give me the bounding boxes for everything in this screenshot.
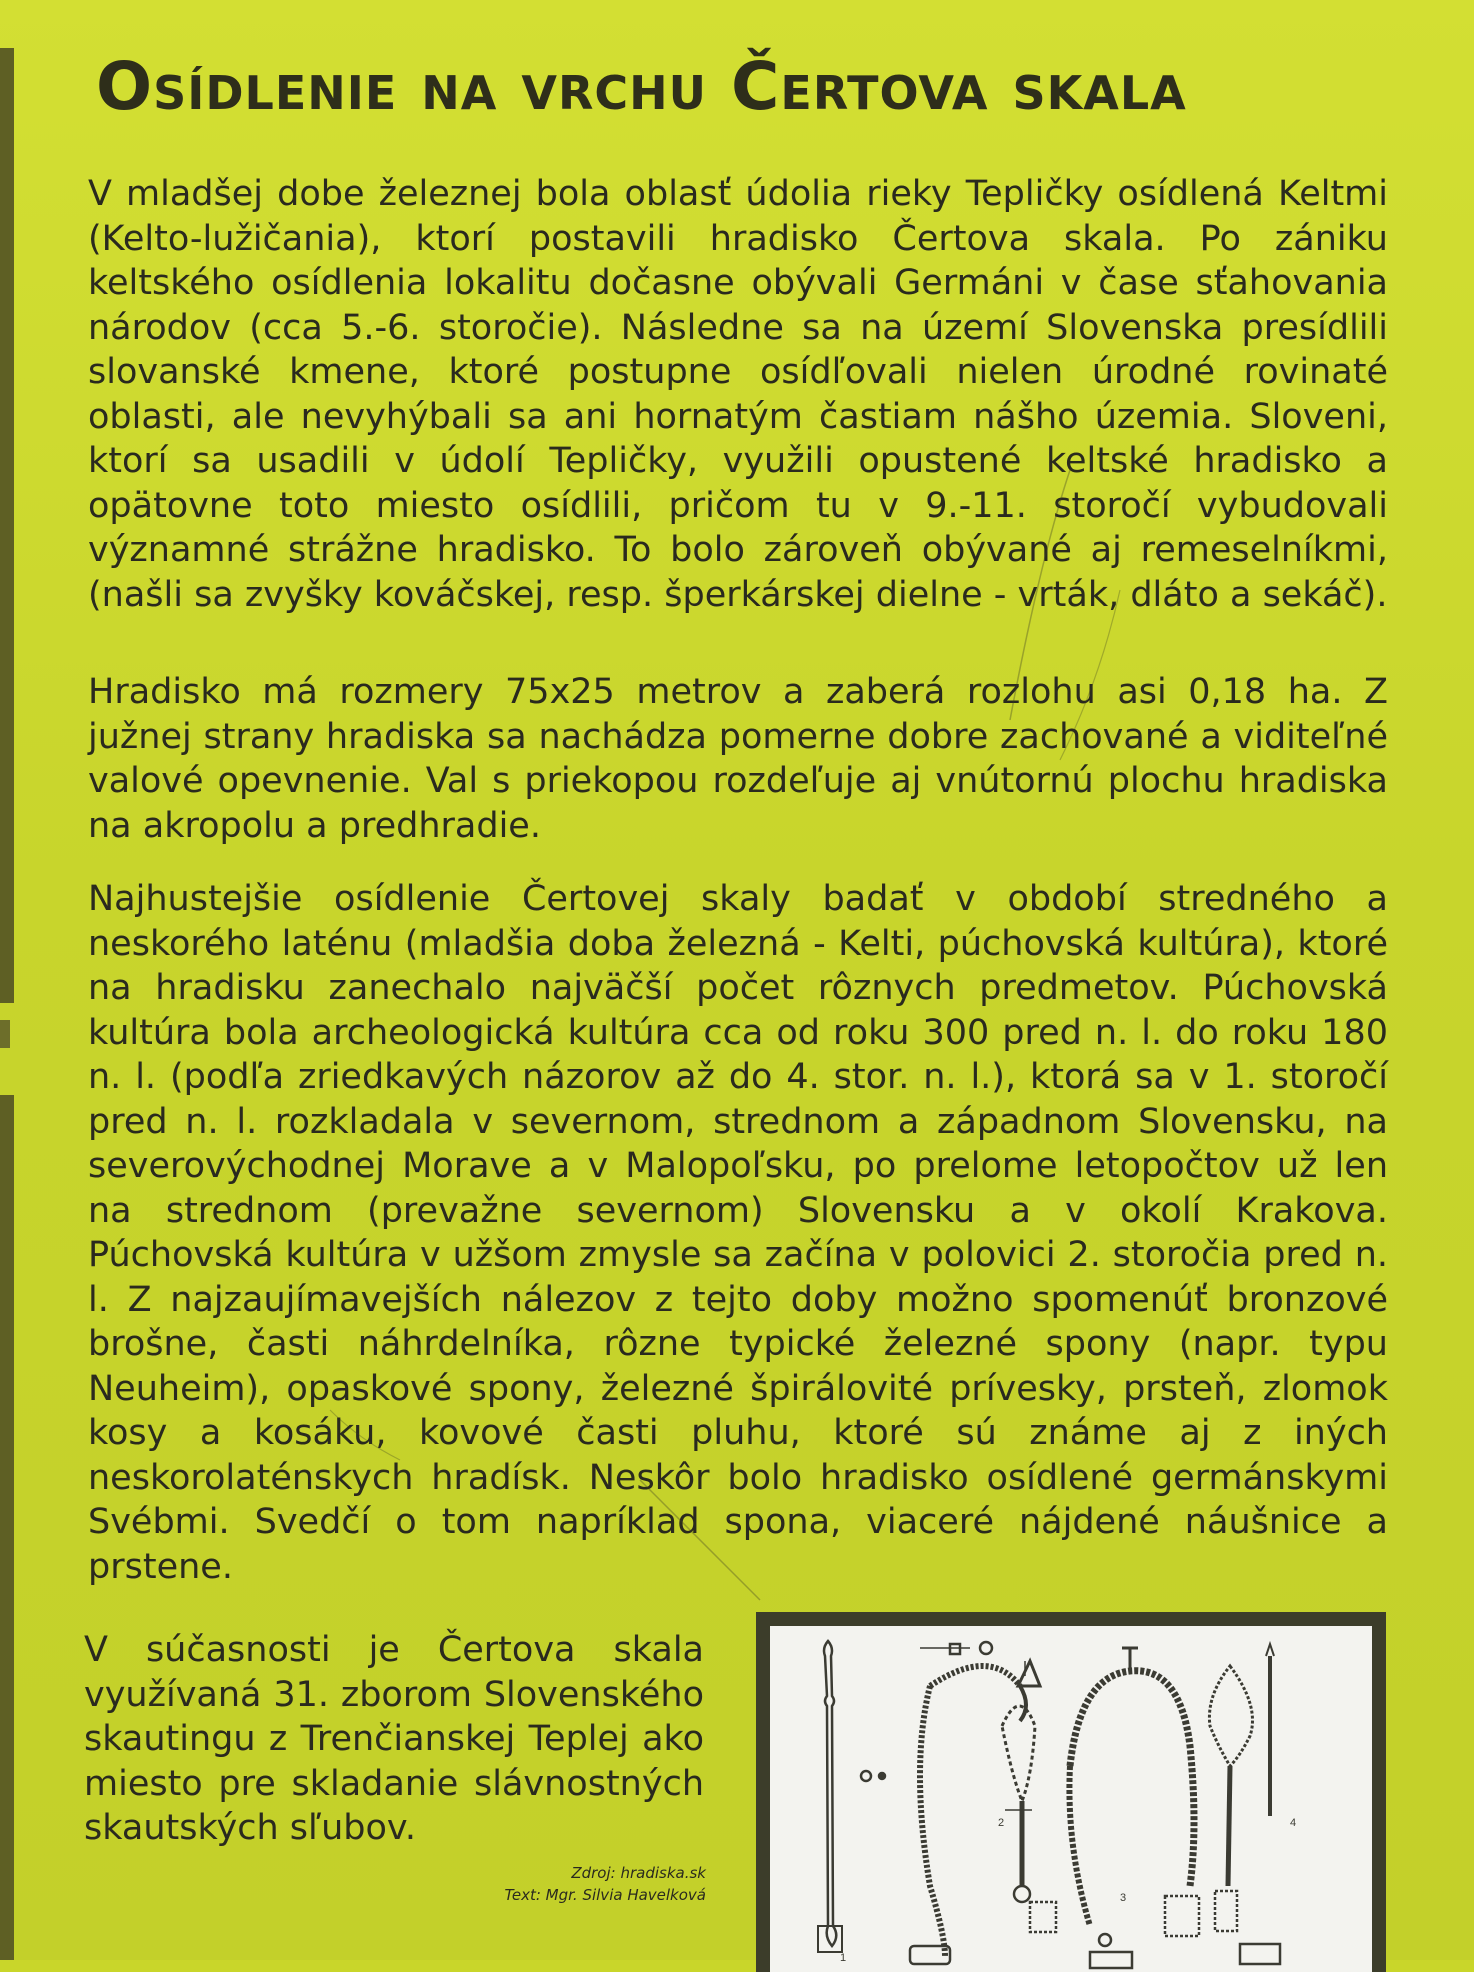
- artifact-leaf-blade: [1209, 1644, 1274, 1931]
- board-frame-edge: [0, 1095, 14, 1960]
- artifact-large-hook: [1069, 1648, 1199, 1946]
- paragraph-history: V mladšej dobe železnej bola oblasť údolia rieky Tepličky osídlená Keltmi (Kelto-lužičania), ktorí postavili hradisko Čertova skala. Po zániku keltského osídlenia lokalitu dočasne obývali Germáni v čase sťahovania národov (cca 5.-6. storočie). Následne sa na území Slovenska presídlili slovanské kmene, ktoré postupne osídľovali nielen úrodné rovinaté oblasti, ale nevyhýbali sa ani hornatým častiam nášho územia. Sloveni, ktorí sa usadili v údolí Tepličky, využili opustené keltské hradisko a opätovne toto miesto osídlili, pričom tu v 9.-11. storočí vybudovali významné strážne hradisko. To bolo zároveň obývané aj remeselníkmi, (našli sa zvyšky kováčskej, resp. šperkárskej dielne - vrták, dláto a sekáč).: [88, 174, 1388, 615]
- figure-label-4: 4: [1290, 1817, 1297, 1829]
- credit-text: Text: Mgr. Silvia Havelková: [504, 1886, 706, 1904]
- paragraph-present: V súčasnosti je Čertova skala využívaná 31. zborom Slovenského skautingu z Trenčianskej Teplej ako miesto pre skladanie slávnostných skautských sľubov.: [84, 1630, 704, 1848]
- credits: [380, 1862, 706, 1906]
- figure-label-1: 1: [840, 1952, 847, 1964]
- credit-source: Zdroj: hradiska.sk: [571, 1864, 706, 1882]
- artifact-hook: [920, 1642, 1026, 1956]
- artifact-rod: [818, 1641, 885, 1952]
- artifact-illustration: [756, 1612, 1386, 1972]
- board-frame-edge: [0, 48, 14, 1003]
- artifact-drawing: [770, 1626, 1372, 1972]
- figure-label-3: 3: [1120, 1892, 1127, 1904]
- board-frame-notch: [0, 1020, 10, 1048]
- paragraph-dimensions: Hradisko má rozmery 75x25 metrov a zaberá rozlohu asi 0,18 ha. Z južnej strany hradiska sa nachádza pomerne dobre zachované a viditeľné valové opevnenie. Val s priekopou rozdeľuje aj vnútornú plochu hradiska na akropolu a predhradie.: [88, 672, 1388, 846]
- paragraph-settlement: Najhustejšie osídlenie Čertovej skaly badať v období stredného a neskorého laténu (mladšia doba železná - Kelti, púchovská kultúra), ktoré na hradisku zanechalo najväčší počet rôznych predmetov. Púchovská kultúra bola archeologická kultúra cca od roku 300 pred n. l. do roku 180 n. l. (podľa zriedkavých názorov až do 4. stor. n. l.), ktorá sa v 1. storočí pred n. l. rozkladala v severnom, strednom a západnom Slovensku, na severovýchodnej Morave a v Malopoľsku, po prelome letopočtov už len na strednom (prevažne severnom) Slovensku a v okolí Krakova. Púchovská kultúra v užšom zmysle sa začína v polovici 2. storočia pred n. l. Z najzaujímavejších nálezov z tejto doby možno spomenúť bronzové brošne, časti náhrdelníka, rôzne typické železné spony (napr. typu Neuheim), opaskové spony, železné špirálovité prívesky, prsteň, zlomok kosy a kosáku, kovové časti pluhu, ktoré sú známe aj z iných neskorolaténskych hradísk. Neskôr bolo hradisko osídlené germánskymi Svébmi. Svedčí o tom napríklad spona, viaceré nájdené náušnice a prstene.: [88, 879, 1388, 1587]
- artifact-fragments: [910, 1944, 1280, 1968]
- figure-label-2: 2: [998, 1817, 1005, 1829]
- artifact-spearhead: [1002, 1661, 1056, 1932]
- page-title: Osídlenie na vrchu Čertova skala: [96, 48, 1187, 125]
